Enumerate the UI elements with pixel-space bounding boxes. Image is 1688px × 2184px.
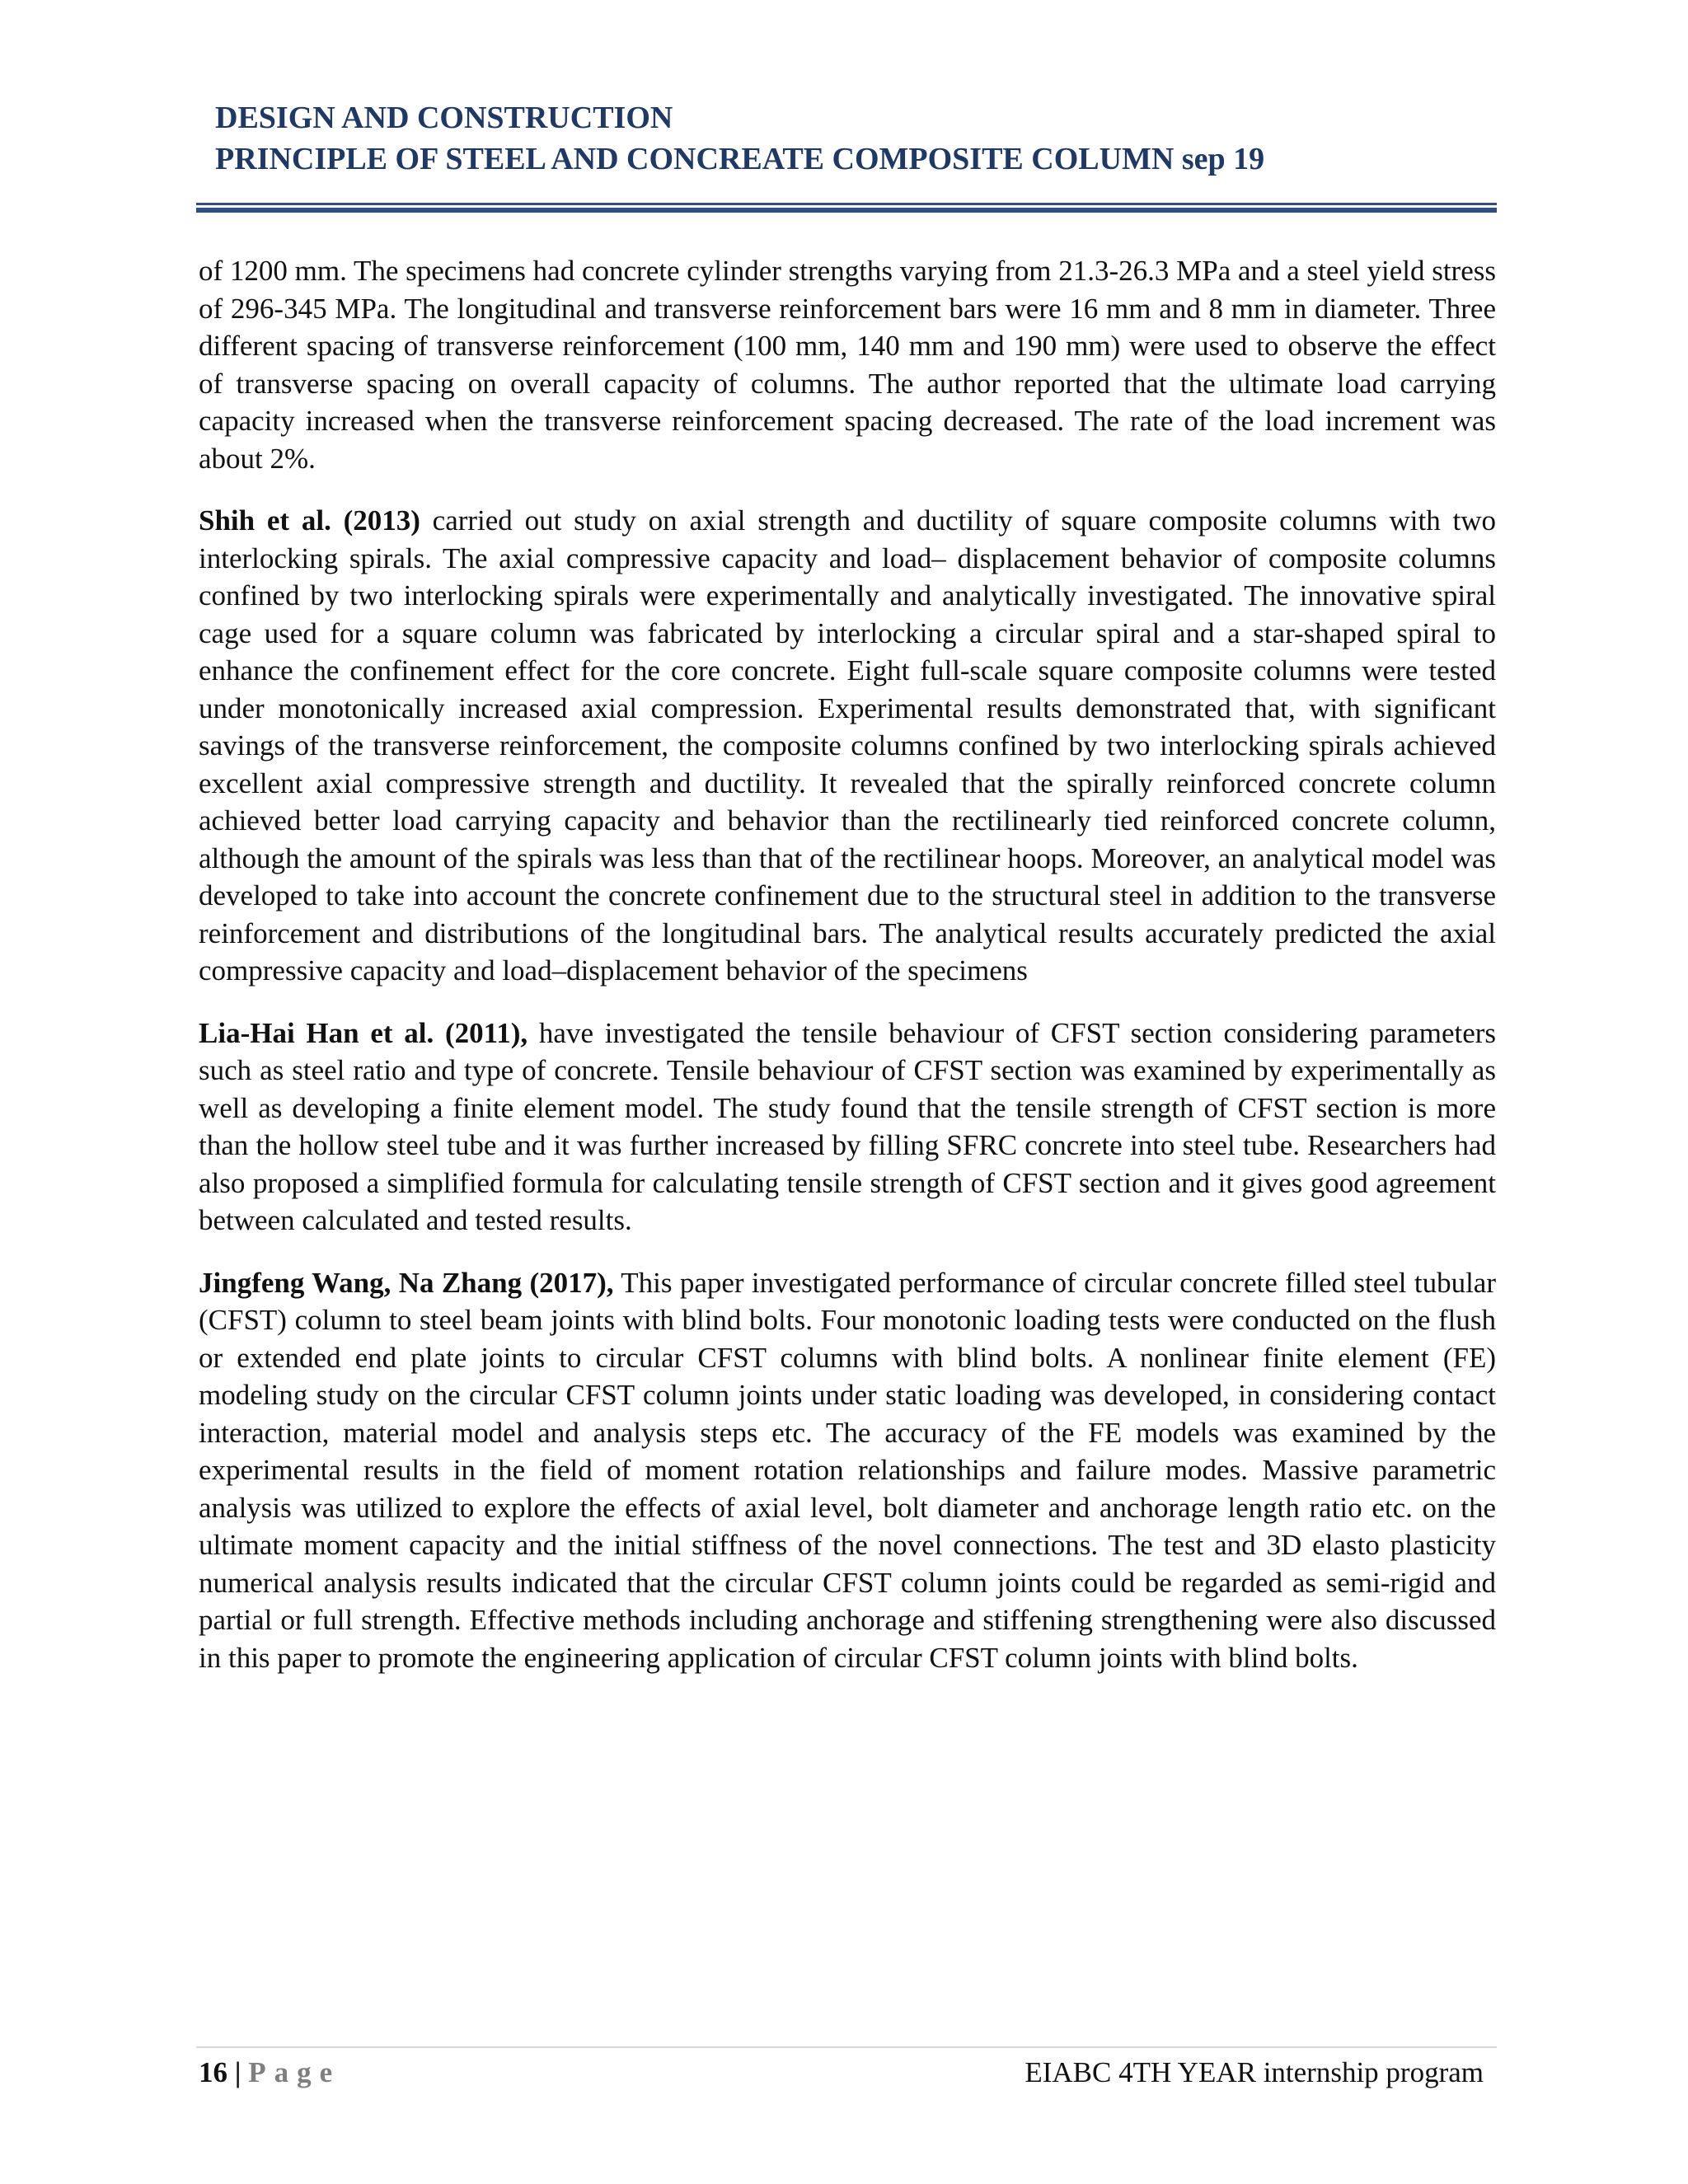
header-title-line-2: PRINCIPLE OF STEEL AND CONCREATE COMPOSITE COLUMN sep 19 (215, 142, 1265, 176)
header-divider-thick (196, 208, 1497, 213)
paragraph-author: Lia-Hai Han et al. (2011), (199, 1016, 528, 1049)
paragraph-author: Shih et al. (2013) (199, 504, 420, 537)
header-divider-thin (196, 203, 1497, 205)
page-footer (199, 2052, 1496, 2093)
paragraph-author: Jingfeng Wang, Na Zhang (2017), (199, 1266, 614, 1299)
footer-separator: | (227, 2056, 249, 2088)
body-content (199, 252, 1496, 1701)
paragraph-han-2011 (199, 1015, 1496, 1240)
paragraph-continuation (199, 252, 1496, 477)
paragraph-text: of 1200 mm. The specimens had concrete cylinder strengths varying from 21.3-26.3 MPa and a steel yield stress of 296-345 MPa. The longitudinal and transverse reinforcement bars were 16 mm and 8 mm in diameter. Three different spacing of transverse reinforcement (100 mm, 140 mm and 190 mm) were used to observe the effect of transverse spacing on overall capacity of columns. The author reported that the ultimate load carrying capacity increased when the transverse reinforcement spacing decreased. The rate of the load increment was about 2%. (199, 255, 1496, 475)
page-header (215, 97, 1501, 180)
header-title-line-1: DESIGN AND CONSTRUCTION (215, 101, 673, 135)
footer-divider (196, 2046, 1497, 2048)
paragraph-shih-2013 (199, 502, 1496, 990)
page-number: 16 (199, 2056, 227, 2088)
paragraph-text: This paper investigated performance of circular concrete filled steel tubular (CFST) column to steel beam joints with blind bolts. Four monotonic loading tests were conducted on the flush or extended end plate joints to circular CFST columns with blind bolts. A nonlinear finite element (FE) modeling study on the circular CFST column joints under static loading was developed, in considering contact interaction, material model and analysis steps etc. The accuracy of the FE models was examined by the experimental results in the field of moment rotation relationships and failure modes. Massive parametric analysis was utilized to explore the effects of axial level, bolt diameter and anchorage length ratio etc. on the ultimate moment capacity and the initial stiffness of the novel connections. The test and 3D elasto plasticity numerical analysis results indicated that the circular CFST column joints could be regarded as semi-rigid and partial or full strength. Effective methods including anchorage and stiffening strengthening were also discussed in this paper to promote the engineering application of circular CFST column joints with blind bolts. (199, 1266, 1496, 1674)
page-label: Page (248, 2056, 341, 2088)
paragraph-wang-zhang-2017 (199, 1264, 1496, 1677)
paragraph-text: carried out study on axial strength and ductility of square composite columns with two interlocking spirals. The axial compressive capacity and load– displacement behavior of composite columns confined by two interlocking spirals were experimentally and analytically investigated. The innovative spiral cage used for a square column was fabricated by interlocking a circular spiral and a star-shaped spiral to enhance the confinement effect for the core concrete. Eight full-scale square composite columns were tested under monotonically increased axial compression. Experimental results demonstrated that, with significant savings of the transverse reinforcement, the composite columns confined by two interlocking spirals achieved excellent axial compressive strength and ductility. It revealed that the spirally reinforced concrete column achieved better load carrying capacity and behavior than the rectilinearly tied reinforced concrete column, although the amount of the spirals was less than that of the rectilinear hoops. Moreover, an analytical model was developed to take into account the concrete confinement due to the structural steel in addition to the transverse reinforcement and distributions of the longitudinal bars. The analytical results accurately predicted the axial compressive capacity and load–displacement behavior of the specimens (199, 504, 1496, 987)
header-divider (196, 203, 1497, 213)
paragraph-text: have investigated the tensile behaviour of CFST section considering parameters such as steel ratio and type of concrete. Tensile behaviour of CFST section was examined by experimentally as well as developing a finite element model. The study found that the tensile strength of CFST section is more than the hollow steel tube and it was further increased by filling SFRC concrete into steel tube. Researchers had also proposed a simplified formula for calculating tensile strength of CFST section and it gives good agreement between calculated and tested results. (199, 1016, 1497, 1236)
program-name: EIABC 4TH YEAR internship program (1025, 2056, 1484, 2088)
